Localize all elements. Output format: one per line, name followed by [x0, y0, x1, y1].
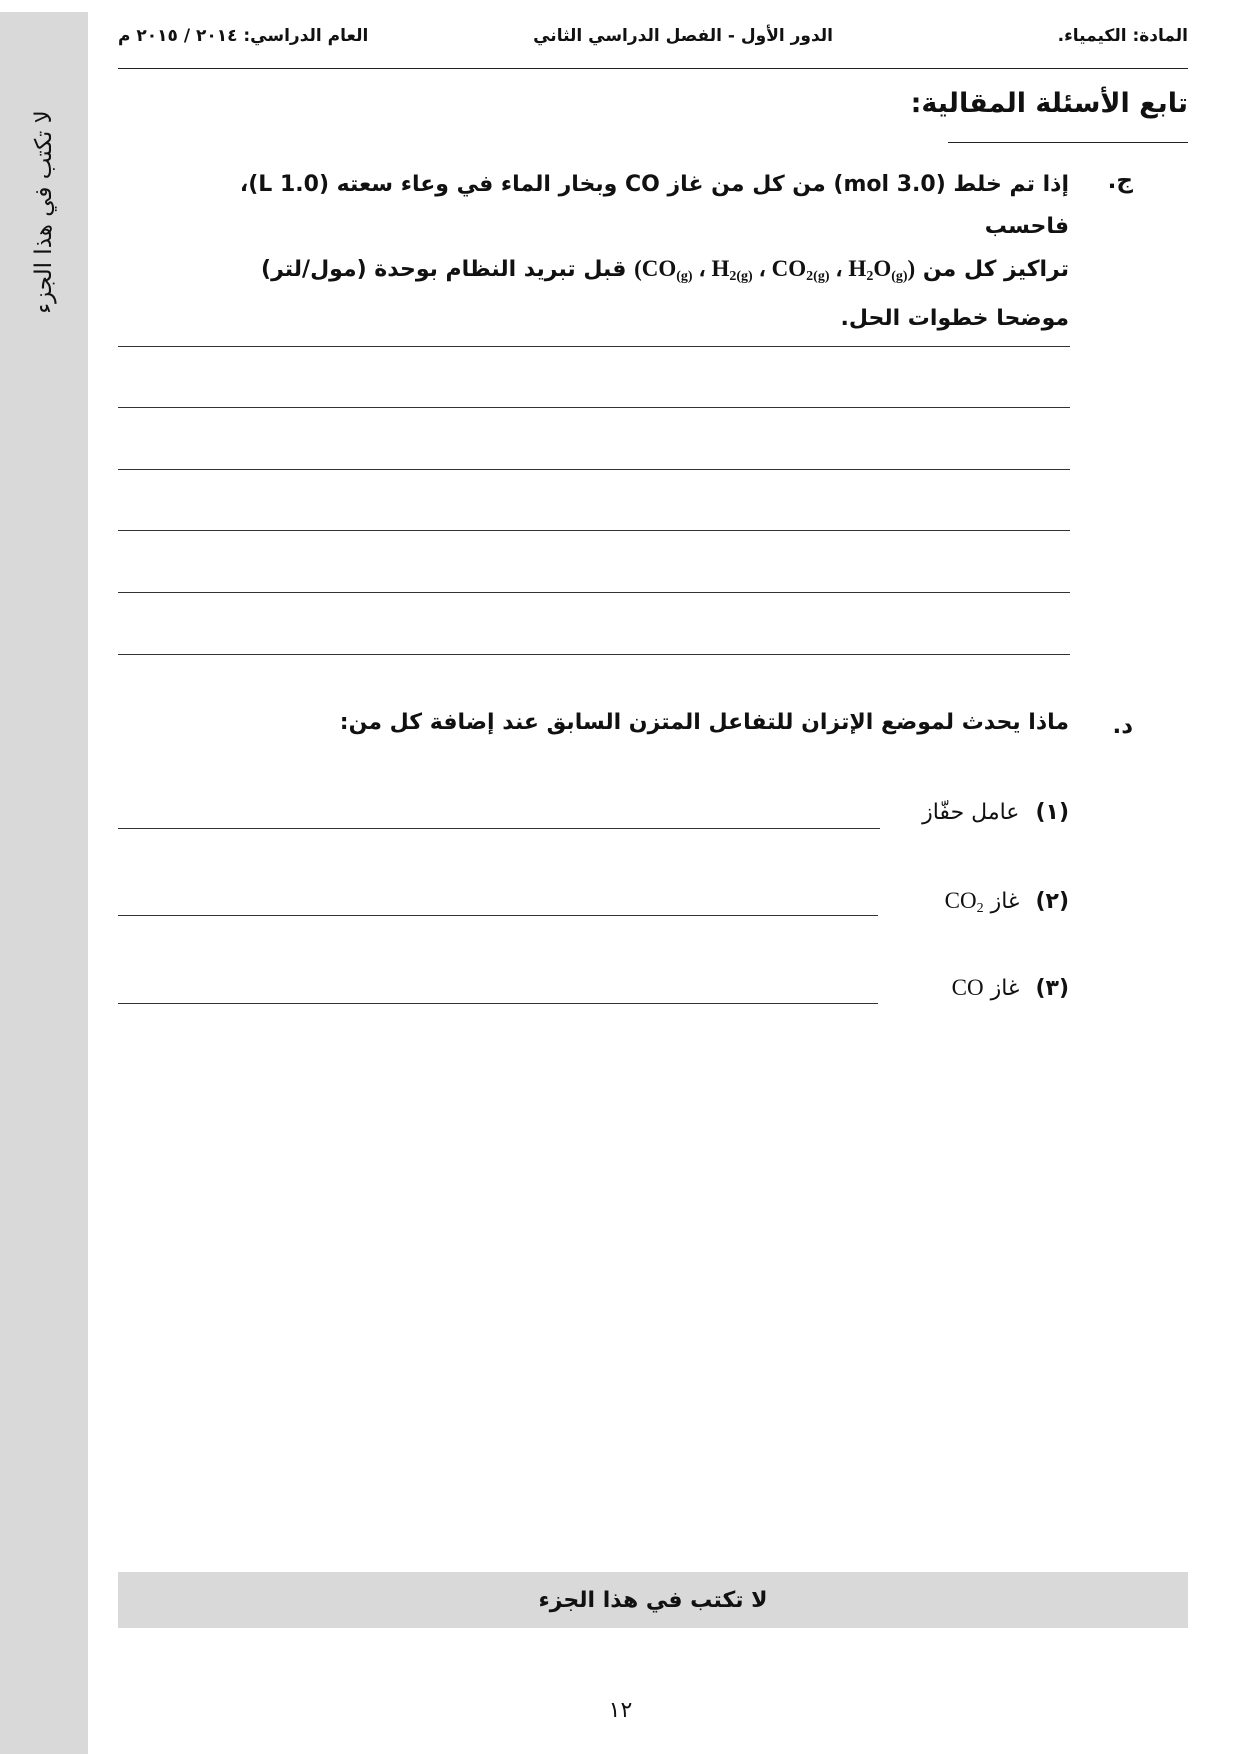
item-number: (١): [1035, 800, 1069, 825]
section-title: تابع الأسئلة المقالية:: [910, 88, 1188, 119]
species-co2: $CO_{2(g)}$: [771, 256, 830, 284]
item-number: (٢): [1035, 889, 1069, 914]
question-d-item-1: [922, 800, 1069, 825]
header-divider: [118, 68, 1188, 69]
item-2-answer-line[interactable]: [118, 915, 878, 916]
item-3-answer-line[interactable]: [118, 1003, 878, 1004]
item-formula: $CO_2$: [944, 888, 984, 916]
page-header: [118, 26, 1188, 58]
item-1-answer-line[interactable]: [118, 828, 880, 829]
question-c-line-2-prefix: تراكيز كل من: [922, 257, 1069, 282]
answer-line[interactable]: [118, 654, 1070, 655]
footer-text: لا تكتب في هذا الجزء: [538, 1587, 768, 1613]
item-formula: CO: [951, 975, 984, 1000]
side-margin-strip: [0, 12, 88, 1754]
answer-line[interactable]: [118, 346, 1070, 347]
item-number: (٣): [1035, 976, 1069, 1001]
section-title-underline: [948, 142, 1188, 143]
item-label: عامل حفّاز: [922, 800, 1020, 825]
species-formula-list: ($CO_{(g)}$ ، $H_{2(g)}$ ، $CO_{2(g)}$ ، $H_2O_{(g)}$): [634, 256, 916, 284]
question-d-marker: د.: [1112, 713, 1133, 739]
question-c-line-1: إذا تم خلط (3.0 mol) من كل من غاز CO وبخار الماء في وعاء سعته (1.0 L)، فاحسب: [239, 172, 1069, 239]
species-h2o: $H_2O_{(g)}$: [848, 256, 908, 284]
answer-line[interactable]: [118, 469, 1070, 470]
question-d-item-2: [945, 888, 1069, 917]
question-d-text: ماذا يحدث لموضع الإتزان للتفاعل المتزن السابق عند إضافة كل من:: [339, 710, 1069, 735]
species-co: $CO_{(g)}$: [641, 256, 693, 284]
footer-do-not-write-band: [118, 1572, 1188, 1628]
question-d-item-3: [952, 975, 1069, 1001]
header-academic-year: العام الدراسي: ٢٠١٤ / ٢٠١٥ م: [118, 26, 369, 46]
question-c-line-2-suffix: قبل تبريد النظام بوحدة (مول/لتر): [261, 257, 627, 282]
item-label: غاز: [990, 976, 1020, 1001]
question-c-line-3: موضحا خطوات الحل.: [840, 306, 1069, 331]
species-h2: $H_{2(g)}$: [711, 256, 753, 284]
question-c-line-2: [149, 248, 1069, 298]
answer-line[interactable]: [118, 530, 1070, 531]
answer-line[interactable]: [118, 407, 1070, 408]
answer-line[interactable]: [118, 592, 1070, 593]
header-subject: المادة: الكيمياء.: [1057, 26, 1188, 46]
question-c-text: [149, 164, 1069, 340]
question-c-marker: ج.: [1107, 168, 1133, 194]
side-warning-text: لا تكتب في هذا الجزء: [31, 110, 57, 314]
item-label: غاز: [990, 889, 1020, 914]
page-number: ١٢: [608, 1698, 633, 1723]
header-session: الدور الأول - الفصل الدراسي الثاني: [533, 26, 833, 46]
